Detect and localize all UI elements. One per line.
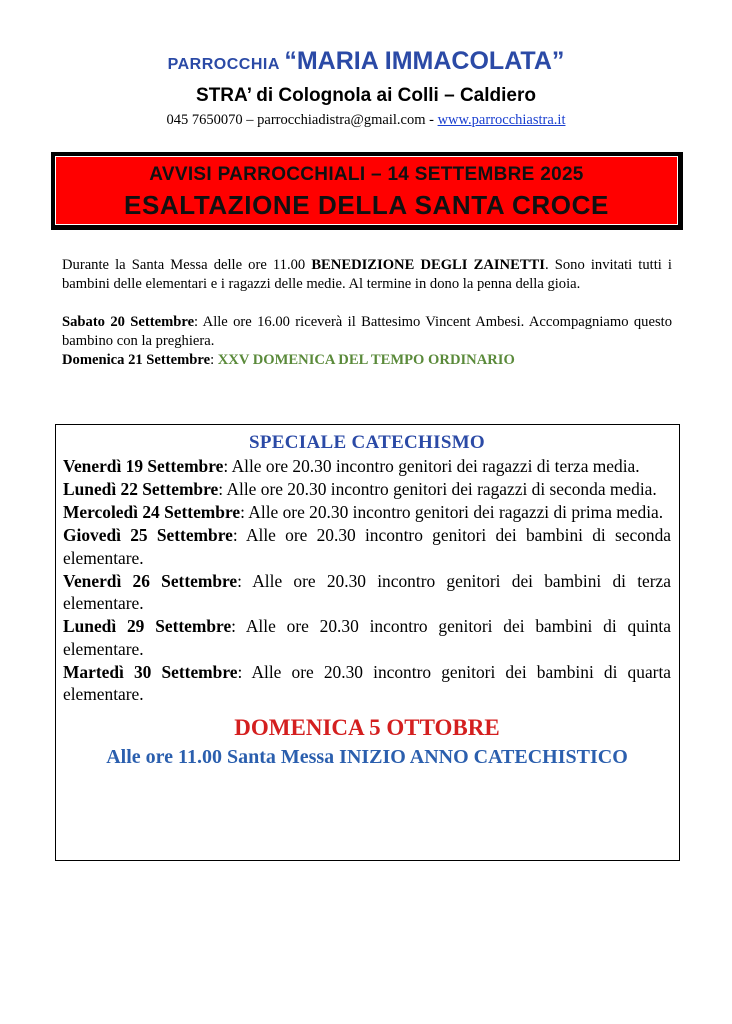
notice-separator: : <box>210 352 218 368</box>
entry-day: Mercoledì 24 Settembre <box>63 502 241 522</box>
spacer <box>62 294 672 313</box>
announcement-banner <box>51 152 683 230</box>
entry-day: Giovedì 25 Settembre <box>63 525 233 545</box>
parish-location: STRA’ di Colognola ai Colli – Caldiero <box>196 85 536 106</box>
entry-day: Lunedì 29 Settembre <box>63 616 232 636</box>
notice-benedizione <box>62 256 672 294</box>
catechismo-entry <box>63 570 671 615</box>
catechismo-entry <box>63 478 671 501</box>
notice-battesimo <box>62 313 672 351</box>
notice-text: . Sono invitati tutti i bambini delle elementari e i ragazzi delle medie. Al termine in dono la penna della gioia. <box>62 257 672 292</box>
banner-inner <box>55 156 678 225</box>
notice-domenica <box>62 351 672 370</box>
banner-subtitle: ESALTAZIONE DELLA SANTA CROCE <box>124 190 609 220</box>
entry-day: Lunedì 22 Settembre <box>63 479 219 499</box>
notice-date: Domenica 21 Settembre <box>62 352 211 368</box>
letterhead <box>0 46 732 130</box>
catechismo-entry <box>63 501 671 524</box>
catechismo-title: SPECIALE CATECHISMO <box>248 432 486 453</box>
notice-text: : Alle ore 16.00 riceverà il Battesimo Vincent Ambesi. Accompagniamo questo bambino con la preghiera. <box>62 314 672 349</box>
highlight-text: Alle ore 11.00 Santa Messa INIZIO ANNO CATECHISTICO <box>106 745 628 768</box>
catechismo-entries <box>63 455 671 706</box>
parish-title <box>0 46 732 80</box>
banner-title: AVVISI PARROCCHIALI – 14 SETTEMBRE 2025 <box>149 164 584 185</box>
catechismo-entry <box>63 615 671 660</box>
notice-liturgy: XXV DOMENICA DEL TEMPO ORDINARIO <box>217 352 515 368</box>
highlight-date: DOMENICA 5 OTTOBRE <box>234 714 500 740</box>
entry-text: : Alle ore 20.30 incontro genitori dei bambini di quinta elementare. <box>63 616 671 659</box>
entry-text: : Alle ore 20.30 incontro genitori dei ragazzi di seconda media. <box>218 479 657 499</box>
entry-day: Martedì 30 Settembre <box>63 661 238 682</box>
contacts-line <box>0 110 732 130</box>
notice-date: Sabato 20 Settembre <box>62 314 195 330</box>
parish-label: PARROCCHIA <box>167 56 280 73</box>
entry-day: Venerdì 26 Settembre <box>63 570 238 591</box>
entry-text: : Alle ore 20.30 incontro genitori dei bambini di terza elementare. <box>63 570 671 613</box>
entry-text: : Alle ore 20.30 incontro genitori dei ragazzi di prima media. <box>240 502 664 522</box>
contacts-text: 045 7650070 – parrocchiadistra@gmail.com - <box>166 112 438 128</box>
catechismo-entry <box>63 524 671 569</box>
catechismo-entry <box>63 455 671 478</box>
catechismo-box <box>55 424 680 861</box>
entry-text: : Alle ore 20.30 incontro genitori dei ragazzi di terza media. <box>223 456 640 476</box>
parish-name: “MARIA IMMACOLATA” <box>284 47 565 75</box>
notices-section <box>62 256 672 370</box>
notice-bold: BENEDIZIONE DEGLI ZAINETTI <box>311 257 545 273</box>
notice-text: Durante la Santa Messa delle ore 11.00 <box>62 257 312 273</box>
entry-day: Venerdì 19 Settembre <box>63 456 224 476</box>
entry-text: : Alle ore 20.30 incontro genitori dei bambini di quarta elementare. <box>63 661 672 704</box>
entry-text: : Alle ore 20.30 incontro genitori dei bambini di seconda elementare. <box>63 525 671 568</box>
website-link[interactable]: www.parrocchiastra.it <box>437 112 566 128</box>
catechismo-entry <box>63 661 671 706</box>
